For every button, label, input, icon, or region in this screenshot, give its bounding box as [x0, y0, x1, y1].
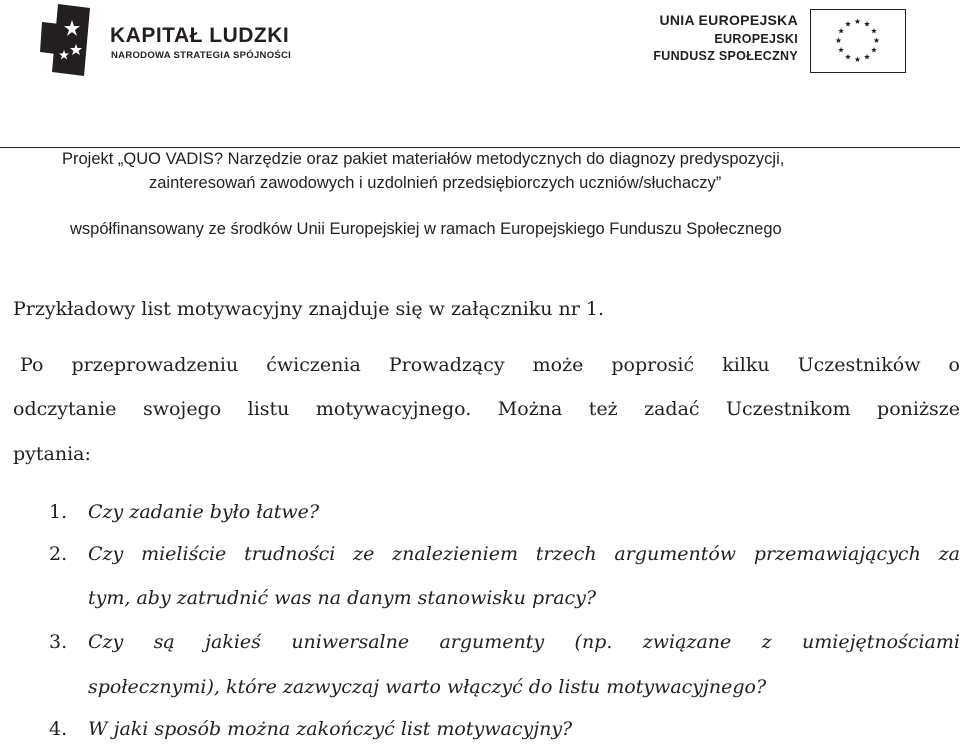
eu-star-icon [855, 57, 861, 62]
attachment-note: Przykładowy list motywacyjny znajduje się w załączniku nr 1. [13, 298, 605, 320]
kapital-ludzki-emblem-icon [38, 0, 98, 80]
question-3-text-line2: społecznymi), które zazwyczaj warto włączyć do listu motywacyjnego? [88, 676, 767, 698]
eu-star-icon [838, 47, 844, 52]
question-1-number: 1. [49, 501, 68, 523]
eu-star-icon [855, 19, 861, 24]
project-title-line2: zainteresowań zawodowych i uzdolnień przedsiębiorczych uczniów/słuchaczy” [149, 174, 722, 192]
eu-star-icon [874, 38, 880, 43]
eu-flag-icon [810, 9, 906, 73]
eu-star-icon [871, 47, 877, 52]
question-3-text-line1: Czy są jakieś uniwersalne argumenty (np. związane z umiejętnościami [88, 631, 960, 653]
eu-star-icon [845, 21, 851, 26]
paragraph-line2: odczytanie swojego listu motywacyjnego. Można też zadać Uczestnikom poniższe [13, 398, 960, 420]
question-2-number: 2. [49, 543, 68, 565]
question-2-text-line1: Czy mieliście trudności ze znalezieniem trzech argumentów przemawiających za [88, 543, 960, 565]
eu-star-icon [871, 28, 877, 33]
eu-name-line3: FUNDUSZ SPOŁECZNY [653, 49, 798, 63]
eu-star-icon [838, 28, 844, 33]
project-title-line1: Projekt „QUO VADIS? Narzędzie oraz pakiet materiałów metodycznych do diagnozy predyspozycji, [62, 150, 785, 168]
question-3-number: 3. [49, 631, 68, 653]
eu-star-icon [864, 54, 870, 59]
eu-name-line1: UNIA EUROPEJSKA [659, 12, 798, 28]
paragraph-line1: Po przeprowadzeniu ćwiczenia Prowadzący może poprosić kilku Uczestników o [20, 354, 960, 376]
question-4-number: 4. [49, 718, 68, 740]
project-funding-line: współfinansowany ze środków Unii Europejskiej w ramach Europejskiego Funduszu Społecznego [70, 220, 782, 238]
paragraph-line3: pytania: [13, 443, 91, 465]
eu-star-icon [845, 54, 851, 59]
question-4-text: W jaki sposób można zakończyć list motywacyjny? [88, 718, 573, 740]
question-2-text-line2: tym, aby zatrudnić was na danym stanowisku pracy? [88, 587, 597, 609]
question-1-text: Czy zadanie było łatwe? [88, 501, 320, 523]
header-separator [0, 147, 960, 148]
kapital-ludzki-title: KAPITAŁ LUDZKI [110, 24, 290, 47]
eu-name-line2: EUROPEJSKI [714, 32, 798, 46]
kapital-ludzki-subtitle: NARODOWA STRATEGIA SPÓJNOŚCI [111, 50, 292, 61]
eu-star-icon [836, 38, 842, 43]
eu-star-icon [864, 21, 870, 26]
